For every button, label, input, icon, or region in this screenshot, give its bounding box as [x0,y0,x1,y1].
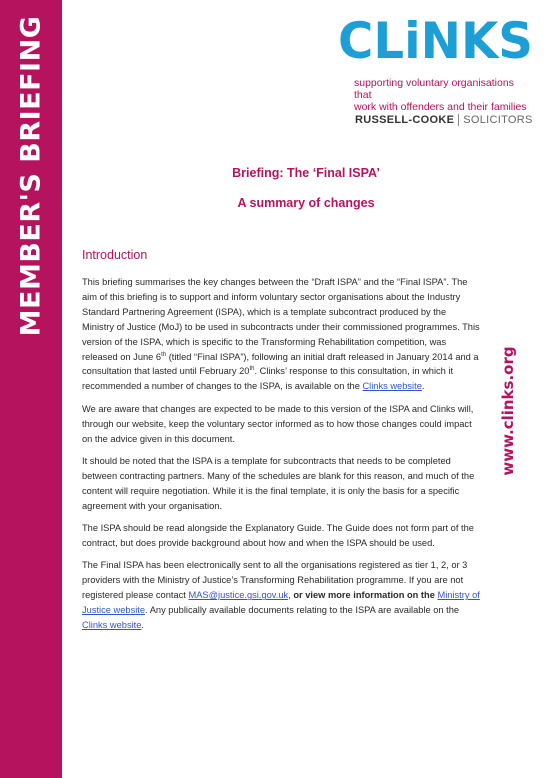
email-link[interactable]: MAS@justice.gsi.gov.uk [188,590,289,601]
document-subtitle: A summary of changes [237,196,375,210]
paragraph-1: This briefing summarises the key changes between the “Draft ISPA” and the “Final ISPA”. The aim of this briefing is to support and inform voluntary sector organisations about the Industry Standard Partnering Agreement (ISPA), which is a template subcontract produced by the Ministry of Justice (MoJ) to be used in subcontracts under their commissioned programmes. This version of the ISPA, which is specific to the Transforming Rehabilitation competition, was released on June 6th (titled “Final ISPA”), following an initial draft released in January 2014 and a consultation that lasted until February 20th. Clinks’ response to this consultation, in which it recommended a number of changes to the ISPA, is available on the Clinks website. [82,277,480,392]
partner-name: RUSSELL-COOKE [355,114,455,126]
paragraph-3: It should be noted that the ISPA is a template for subcontracts that needs to be completed between contracting partners. Many of the schedules are blank for this reason, and much of the content will require negotiation. While it is the final template, it is only the basis for a specific agreement with your organisation. [82,455,475,511]
paragraph-5: The Final ISPA has been electronically sent to all the organisations registered as tier 1, 2, or 3 providers with the Ministry of Justice’s Transforming Rehabilitation programme. If you are not registered please contact MAS@justice.gsi.gov.uk, or view more information on the Ministry of Justice website. Any publically available documents relating to the ISPA are available on the Clinks website. [82,560,480,631]
partner-suffix: SOLICITORS [463,114,533,126]
clinks-website-link[interactable]: Clinks website [362,381,422,392]
tagline-line-2: work with offenders and their families [354,101,527,113]
members-briefing-label: MEMBER'S BRIEFING [15,15,47,337]
clinks-logo [338,14,533,64]
paragraph-4: The ISPA should be read alongside the Explanatory Guide. The Guide does not form part of the contract, but does provide background about how and when the ISPA should be used. [82,523,474,548]
partner-divider [458,114,459,126]
body-text [82,275,480,640]
side-url: www.clinks.org [499,346,517,476]
moj-website-link[interactable]: Ministry of Justice website [82,590,480,616]
clinks-website-link-2[interactable]: Clinks website [82,620,142,631]
sidebar-band [0,0,62,778]
logo-text: CLiNKS [338,14,533,64]
partner-logo [355,114,533,126]
tagline [354,77,534,113]
paragraph-2: We are aware that changes are expected to be made to this version of the ISPA and Clinks will, through our website, keep the voluntary sector informed as to how those changes could impact on the advice given in this document. [82,403,474,444]
tagline-line-1: supporting voluntary organisations that [354,77,514,101]
section-heading-introduction: Introduction [82,248,148,262]
document-title: Briefing: The ‘Final ISPA’ [232,166,380,180]
